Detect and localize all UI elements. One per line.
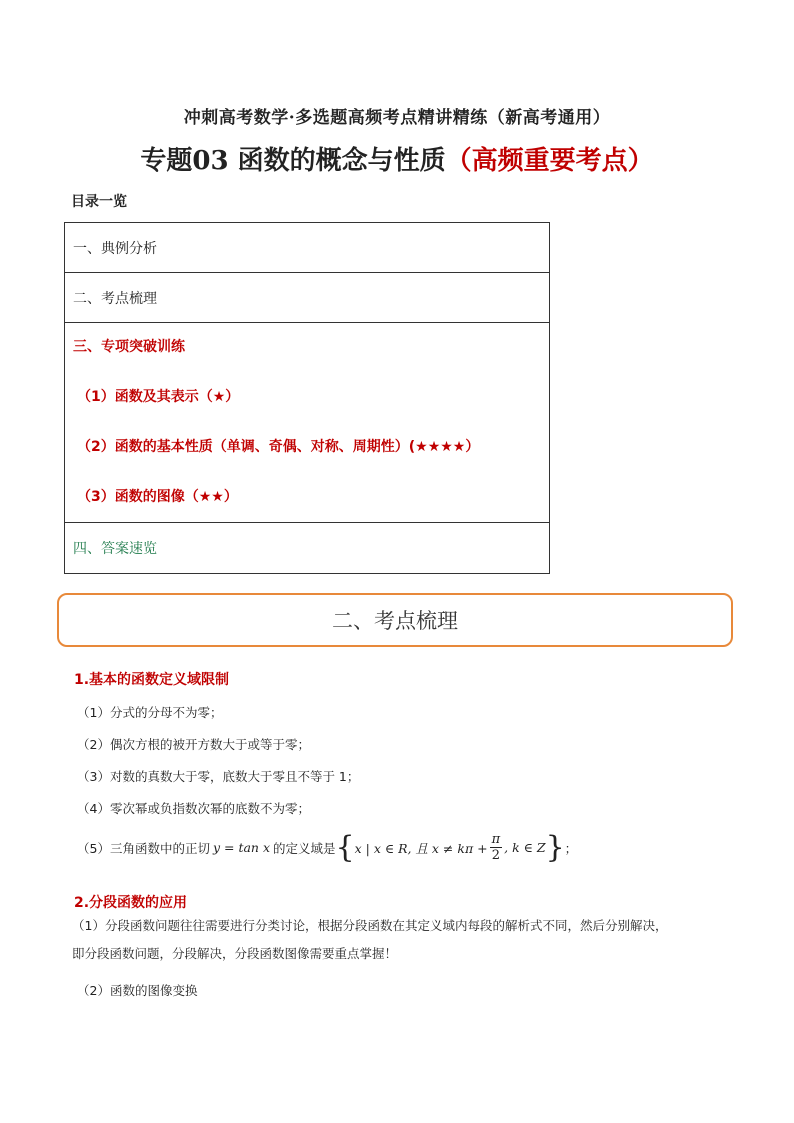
main-title-text: 专题03 函数的概念与性质 xyxy=(140,146,446,176)
toc-item-examples[interactable]: 一、典例分析 xyxy=(65,223,549,273)
list-item-5-mid: 的定义域是 xyxy=(273,840,336,856)
fraction-numerator: π xyxy=(491,832,501,847)
table-of-contents xyxy=(64,222,550,574)
toc-subitem-2[interactable]: （2）函数的基本性质（单调、奇偶、对称、周期性）(★★★★） xyxy=(77,439,480,455)
list-item-3: （3）对数的真数大于零，底数大于零且不等于 1； xyxy=(77,769,360,784)
list-item-5-end: ； xyxy=(564,840,578,856)
list-item-4: （4）零次幂或负指数次幂的底数不为零； xyxy=(77,801,310,816)
paragraph-line-2: 即分段函数问题，分段解决，分段函数图像需要重点掌握！ xyxy=(72,946,398,961)
toc-item-training-title[interactable]: 三、专项突破训练 xyxy=(73,339,185,355)
toc-subitem-1[interactable]: （1）函数及其表示（★） xyxy=(77,389,240,405)
toc-item-key-points[interactable]: 二、考点梳理 xyxy=(65,273,549,323)
set-right: , k ∈ Z xyxy=(504,840,546,855)
list-item-2: （2）偶次方根的被开方数大于或等于零； xyxy=(77,737,310,752)
toc-subitem-3[interactable]: （3）函数的图像（★★） xyxy=(77,489,238,505)
left-brace: { xyxy=(335,829,355,865)
main-title-highlight: （高频重要考点） xyxy=(445,146,654,176)
right-brace: } xyxy=(545,829,565,865)
main-title xyxy=(0,140,794,177)
domain-set-formula xyxy=(335,829,565,865)
list-item-graph-transform: （2）函数的图像变换 xyxy=(77,983,198,998)
subheading-piecewise: 2.分段函数的应用 xyxy=(74,895,188,911)
series-title: 冲刺高考数学·多选题高频考点精讲精练（新高考通用） xyxy=(183,108,611,128)
list-item-1: （1）分式的分母不为零； xyxy=(77,705,223,720)
section-banner: 二、考点梳理 xyxy=(57,593,733,647)
pi-over-two xyxy=(490,832,503,863)
toc-item-training xyxy=(65,323,549,523)
tangent-function: y = tan x xyxy=(212,840,270,855)
toc-item-answers[interactable]: 四、答案速览 xyxy=(73,541,157,557)
list-item-5-prefix: （5）三角函数中的正切 xyxy=(77,840,210,856)
set-left: x | x ∈ R, 且 x ≠ kπ + xyxy=(354,840,488,856)
list-item-5 xyxy=(77,829,578,865)
paragraph-piecewise xyxy=(72,912,732,968)
subheading-domain-limits: 1.基本的函数定义域限制 xyxy=(74,672,230,688)
toc-label: 目录一览 xyxy=(71,194,127,210)
paragraph-line-1: （1）分段函数问题往往需要进行分类讨论，根据分段函数在其定义域内每段的解析式不同，然后分别解决， xyxy=(72,918,668,933)
fraction-denominator: 2 xyxy=(491,848,501,863)
